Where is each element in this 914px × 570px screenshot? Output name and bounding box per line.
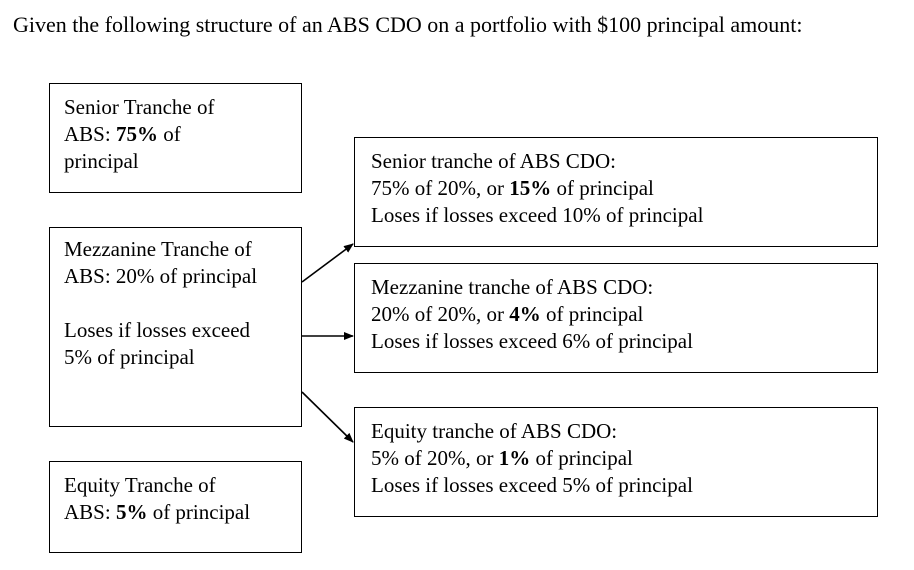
cdo-senior-tranche-box [354, 137, 878, 247]
abs-mezzanine-line4: 5% of principal [64, 345, 195, 369]
abs-equity-line2 [64, 499, 301, 526]
cdo-mezzanine-share-prefix: 20% of 20%, or [371, 302, 510, 326]
abs-mezzanine-line2: ABS: 20% of principal [64, 264, 258, 288]
abs-equity-tranche-box [49, 461, 302, 553]
cdo-senior-loss: Loses if losses exceed 10% of principal [371, 203, 704, 227]
abs-mezzanine-line1: Mezzanine Tranche of [64, 237, 252, 261]
abs-senior-share-prefix: ABS: [64, 122, 116, 146]
cdo-senior-share-prefix: 75% of 20%, or [371, 176, 510, 200]
cdo-equity-title: Equity tranche of ABS CDO: [371, 419, 618, 443]
abs-senior-share-bold: 75% [115, 122, 158, 146]
abs-senior-line3: principal [64, 149, 139, 173]
abs-equity-line1: Equity Tranche of [64, 473, 216, 497]
abs-senior-line2 [64, 121, 301, 148]
cdo-mezzanine-share-bold: 4% [509, 302, 541, 326]
cdo-mezzanine-title: Mezzanine tranche of ABS CDO: [371, 275, 654, 299]
cdo-equity-share-bold: 1% [498, 446, 531, 470]
abs-equity-share-prefix: ABS: [64, 500, 116, 524]
cdo-equity-tranche-box [354, 407, 878, 517]
cdo-senior-share-bold: 15% [509, 176, 552, 200]
cdo-mezzanine-share [371, 301, 877, 328]
abs-equity-share-suffix: of principal [147, 500, 251, 524]
cdo-mezzanine-tranche-box [354, 263, 878, 373]
arrow-to-cdo-senior [302, 244, 353, 282]
abs-mezzanine-line3: Loses if losses exceed [64, 318, 251, 342]
cdo-equity-share-suffix: of principal [530, 446, 633, 470]
cdo-equity-share [371, 445, 877, 472]
intro-text: Given the following structure of an ABS CDO on a portfolio with $100 principal amount: [13, 12, 803, 37]
abs-senior-line1: Senior Tranche of [64, 95, 215, 119]
cdo-equity-loss: Loses if losses exceed 5% of principal [371, 473, 693, 497]
arrow-to-cdo-equity [302, 392, 353, 442]
abs-senior-share-suffix: of [157, 122, 181, 146]
cdo-mezzanine-loss: Loses if losses exceed 6% of principal [371, 329, 693, 353]
cdo-senior-title: Senior tranche of ABS CDO: [371, 149, 616, 173]
cdo-equity-share-prefix: 5% of 20%, or [371, 446, 499, 470]
abs-mezzanine-tranche-box [49, 227, 302, 427]
cdo-senior-share-suffix: of principal [551, 176, 654, 200]
abs-mezzanine-spacer [64, 290, 301, 317]
cdo-mezzanine-share-suffix: of principal [540, 302, 644, 326]
abs-senior-tranche-box [49, 83, 302, 193]
cdo-senior-share [371, 175, 877, 202]
abs-equity-share-bold: 5% [115, 500, 148, 524]
